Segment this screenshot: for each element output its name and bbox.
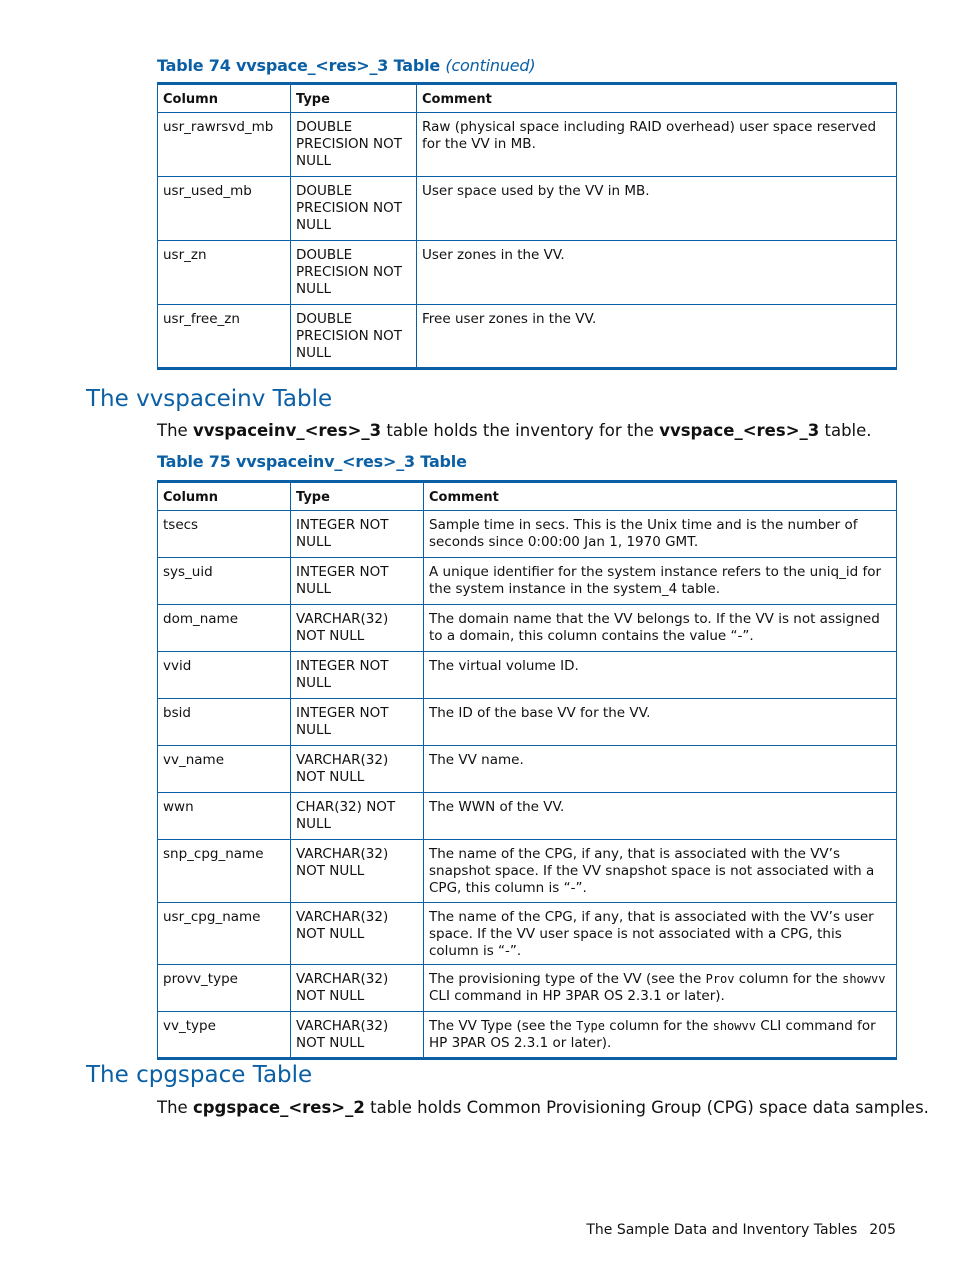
cell-column: usr_rawrsvd_mb [158,113,291,177]
cell-comment: Free user zones in the VV. [417,305,897,369]
table-header-row [158,482,897,511]
cell-type: VARCHAR(32) NOT NULL [291,840,424,903]
cell-type: DOUBLE PRECISION NOT NULL [291,305,417,369]
table-row [158,840,897,903]
cell-comment: The domain name that the VV belongs to. If the VV is not assigned to a domain, this column contains the value “-”. [424,605,897,652]
cell-comment: The virtual volume ID. [424,652,897,699]
table-row [158,241,897,305]
cell-column: provv_type [158,965,291,1012]
cell-type: INTEGER NOT NULL [291,652,424,699]
section-heading-cpgspace: The cpgspace Table [86,1062,313,1088]
table-74 [157,82,897,370]
table-row [158,1012,897,1059]
column-header: Type [291,482,424,511]
code-showvv: showvv [712,1019,756,1033]
section-heading-vvspaceinv: The vvspaceinv Table [86,386,333,412]
footer-title: The Sample Data and Inventory Tables [586,1222,858,1238]
cell-type: INTEGER NOT NULL [291,511,424,558]
cell-comment: The WWN of the VV. [424,793,897,840]
vvspaceinv-intro-paragraph: The vvspaceinv_<res>_3 table holds the inventory for the vvspace_<res>_3 table. [157,421,872,440]
cell-comment: The VV Type (see the Type column for the showvv CLI command for HP 3PAR OS 2.3.1 or later). [424,1012,897,1059]
cell-type: VARCHAR(32) NOT NULL [291,903,424,965]
cell-column: dom_name [158,605,291,652]
table-row [158,177,897,241]
cell-column: vv_name [158,746,291,793]
cell-comment: A unique identifier for the system instance refers to the uniq_id for the system instance in the system_4 table. [424,558,897,605]
cell-column: usr_zn [158,241,291,305]
table-row [158,793,897,840]
cell-column: vv_type [158,1012,291,1059]
cell-comment: The ID of the base VV for the VV. [424,699,897,746]
cell-type: VARCHAR(32) NOT NULL [291,1012,424,1059]
column-header: Type [291,84,417,113]
cell-column: usr_free_zn [158,305,291,369]
cell-type: VARCHAR(32) NOT NULL [291,965,424,1012]
table-row [158,746,897,793]
table-row [158,652,897,699]
cell-column: vvid [158,652,291,699]
cell-type: VARCHAR(32) NOT NULL [291,746,424,793]
cell-column: wwn [158,793,291,840]
table-row [158,903,897,965]
code-prov: Prov [705,972,735,986]
cell-type: VARCHAR(32) NOT NULL [291,605,424,652]
column-header: Comment [424,482,897,511]
table-74-caption [157,56,535,75]
cell-column: tsecs [158,511,291,558]
cell-column: usr_used_mb [158,177,291,241]
table-row [158,305,897,369]
table-row [158,699,897,746]
table-74-caption-title: Table 74 vvspace_<res>_3 Table [157,56,441,75]
table-row [158,113,897,177]
cell-type: CHAR(32) NOT NULL [291,793,424,840]
table-header-row [158,84,897,113]
cell-type: INTEGER NOT NULL [291,558,424,605]
column-header: Comment [417,84,897,113]
table-row [158,965,897,1012]
cell-comment: User zones in the VV. [417,241,897,305]
cell-comment: User space used by the VV in MB. [417,177,897,241]
cell-column: usr_cpg_name [158,903,291,965]
column-header: Column [158,482,291,511]
cell-column: sys_uid [158,558,291,605]
cell-type: DOUBLE PRECISION NOT NULL [291,113,417,177]
cell-column: bsid [158,699,291,746]
cell-column: snp_cpg_name [158,840,291,903]
table-row [158,605,897,652]
table-row [158,558,897,605]
cell-comment: The name of the CPG, if any, that is associated with the VV’s snapshot space. If the VV snapshot space is not associated with a CPG, this column is “-”. [424,840,897,903]
cell-comment: The name of the CPG, if any, that is associated with the VV’s user space. If the VV user space is not associated with a CPG, this column is “-”. [424,903,897,965]
page-number: 205 [869,1222,896,1238]
table-75-caption: Table 75 vvspaceinv_<res>_3 Table [157,452,467,471]
cell-comment: The VV name. [424,746,897,793]
code-showvv: showvv [842,972,886,986]
cell-type: INTEGER NOT NULL [291,699,424,746]
page-footer [586,1222,896,1238]
cell-comment: Raw (physical space including RAID overhead) user space reserved for the VV in MB. [417,113,897,177]
table-75 [157,480,897,1060]
cell-comment: Sample time in secs. This is the Unix time and is the number of seconds since 0:00:00 Jan 1, 1970 GMT. [424,511,897,558]
cell-type: DOUBLE PRECISION NOT NULL [291,241,417,305]
cpgspace-intro-paragraph: The cpgspace_<res>_2 table holds Common Provisioning Group (CPG) space data samples. [157,1098,929,1117]
table-row [158,511,897,558]
table-74-caption-continued: (continued) [445,56,536,75]
cell-type: DOUBLE PRECISION NOT NULL [291,177,417,241]
cell-comment: The provisioning type of the VV (see the Prov column for the showvv CLI command in HP 3PAR OS 2.3.1 or later). [424,965,897,1012]
column-header: Column [158,84,291,113]
code-type: Type [576,1019,606,1033]
